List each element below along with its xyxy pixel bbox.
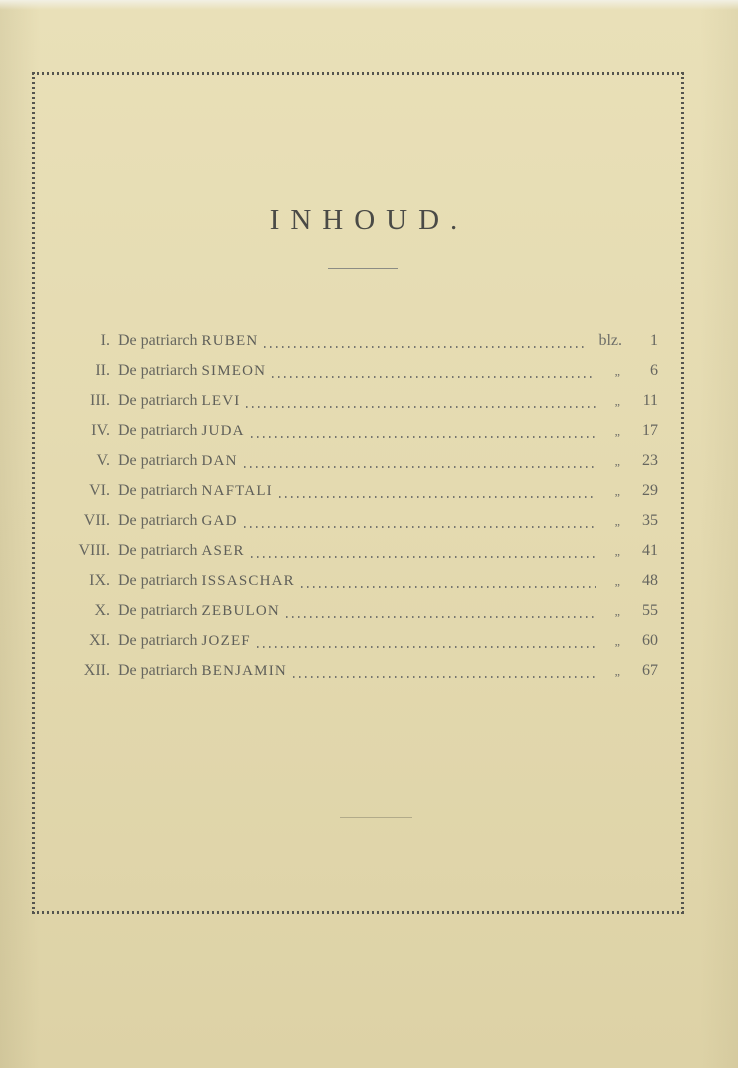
toc-entry-number: X. <box>94 602 110 619</box>
toc-entry <box>60 386 660 416</box>
toc-entry-prefix: De patriarch <box>118 542 198 559</box>
toc-entry <box>60 566 660 596</box>
toc-entry <box>60 506 660 536</box>
toc-entry-page: 17 <box>642 422 658 439</box>
toc-entry-name: ISSASCHAR <box>201 573 295 589</box>
toc-entry-number: IV. <box>91 422 110 439</box>
toc-entry-page: 1 <box>650 332 658 349</box>
toc-entry-page: 29 <box>642 482 658 499</box>
toc-entry-name: DAN <box>201 453 238 469</box>
table-of-contents <box>60 326 660 686</box>
ditto-mark: „ <box>614 424 620 438</box>
toc-entry-prefix: De patriarch <box>118 602 198 619</box>
page-title: INHOUD. <box>269 204 469 236</box>
toc-entry-prefix: De patriarch <box>118 332 198 349</box>
toc-entry-prefix: De patriarch <box>118 422 198 439</box>
ditto-mark: „ <box>614 664 620 678</box>
toc-entry-prefix: De patriarch <box>118 482 198 499</box>
toc-entry-name: GAD <box>201 513 238 529</box>
dot-leader <box>279 496 596 498</box>
ditto-mark: „ <box>614 604 620 618</box>
toc-entry-name: JUDA <box>201 423 245 439</box>
toc-entry-title <box>118 506 238 536</box>
toc-entry <box>60 446 660 476</box>
ditto-mark: „ <box>614 484 620 498</box>
toc-entry-name: SIMEON <box>201 363 267 379</box>
bottom-divider <box>340 817 412 818</box>
toc-entry-prefix: De patriarch <box>118 632 198 649</box>
dot-leader <box>246 406 596 408</box>
toc-entry-page: 23 <box>642 452 658 469</box>
dot-leader <box>264 346 586 348</box>
ditto-mark: „ <box>614 394 620 408</box>
toc-entry-page: 60 <box>642 632 658 649</box>
ditto-mark: „ <box>614 514 620 528</box>
toc-entry-page: 35 <box>642 512 658 529</box>
ditto-mark: „ <box>614 454 620 468</box>
border-bottom <box>32 911 684 914</box>
toc-entry-prefix: De patriarch <box>118 512 198 529</box>
ditto-mark: „ <box>614 634 620 648</box>
toc-entry-title <box>118 326 258 356</box>
toc-entry-title <box>118 386 240 416</box>
toc-entry-title <box>118 416 245 446</box>
toc-entry-page: 6 <box>650 362 658 379</box>
toc-entry-name: ZEBULON <box>201 603 280 619</box>
toc-entry-title <box>118 356 266 386</box>
toc-entry-title <box>118 656 287 686</box>
toc-entry-number: IX. <box>89 572 110 589</box>
toc-entry-title <box>118 536 245 566</box>
toc-entry-page: 67 <box>642 662 658 679</box>
toc-entry <box>60 416 660 446</box>
toc-entry-prefix: De patriarch <box>118 662 198 679</box>
title-divider <box>328 268 398 269</box>
toc-entry-prefix: De patriarch <box>118 452 198 469</box>
dot-leader <box>293 676 596 678</box>
toc-entry-name: NAFTALI <box>201 483 273 499</box>
dot-leader <box>257 646 596 648</box>
dot-leader <box>251 436 596 438</box>
toc-entry-number: II. <box>95 362 110 379</box>
toc-entry-title <box>118 566 295 596</box>
dot-leader <box>251 556 596 558</box>
border-top <box>32 72 684 75</box>
dot-leader <box>244 526 596 528</box>
toc-entry-page: 48 <box>642 572 658 589</box>
toc-entry-number: VI. <box>89 482 110 499</box>
toc-entry <box>60 356 660 386</box>
toc-entry <box>60 326 660 356</box>
toc-entry <box>60 536 660 566</box>
toc-entry-number: VII. <box>83 512 110 529</box>
toc-entry <box>60 476 660 506</box>
toc-entry <box>60 626 660 656</box>
toc-entry-number: XII. <box>83 662 110 679</box>
toc-entry-prefix: De patriarch <box>118 572 198 589</box>
dot-leader <box>272 376 596 378</box>
dot-leader <box>244 466 596 468</box>
ditto-mark: „ <box>614 544 620 558</box>
dot-leader <box>301 586 596 588</box>
toc-entry-name: JOZEF <box>201 633 251 649</box>
toc-entry-number: VIII. <box>78 542 110 559</box>
border-left <box>32 72 35 914</box>
toc-entry <box>60 596 660 626</box>
page-top-edge <box>0 0 738 10</box>
toc-entry-prefix: De patriarch <box>118 362 198 379</box>
toc-entry-number: III. <box>90 392 110 409</box>
toc-entry-title <box>118 626 251 656</box>
page-label: blz. <box>598 332 622 349</box>
ditto-mark: „ <box>614 364 620 378</box>
toc-entry-name: LEVI <box>201 393 241 409</box>
toc-entry-number: XI. <box>89 632 110 649</box>
toc-entry-number: I. <box>100 332 110 349</box>
toc-entry-name: RUBEN <box>201 333 259 349</box>
border-right <box>681 72 684 914</box>
toc-entry-title <box>118 446 238 476</box>
ditto-mark: „ <box>614 574 620 588</box>
dot-leader <box>286 616 596 618</box>
toc-entry-page: 41 <box>642 542 658 559</box>
toc-entry-prefix: De patriarch <box>118 392 198 409</box>
toc-entry <box>60 656 660 686</box>
toc-entry-name: ASER <box>201 543 245 559</box>
toc-entry-title <box>118 476 273 506</box>
toc-entry-number: V. <box>96 452 110 469</box>
toc-entry-page: 55 <box>642 602 658 619</box>
toc-entry-title <box>118 596 280 626</box>
toc-entry-page: 11 <box>642 392 658 409</box>
toc-entry-name: BENJAMIN <box>201 663 287 679</box>
